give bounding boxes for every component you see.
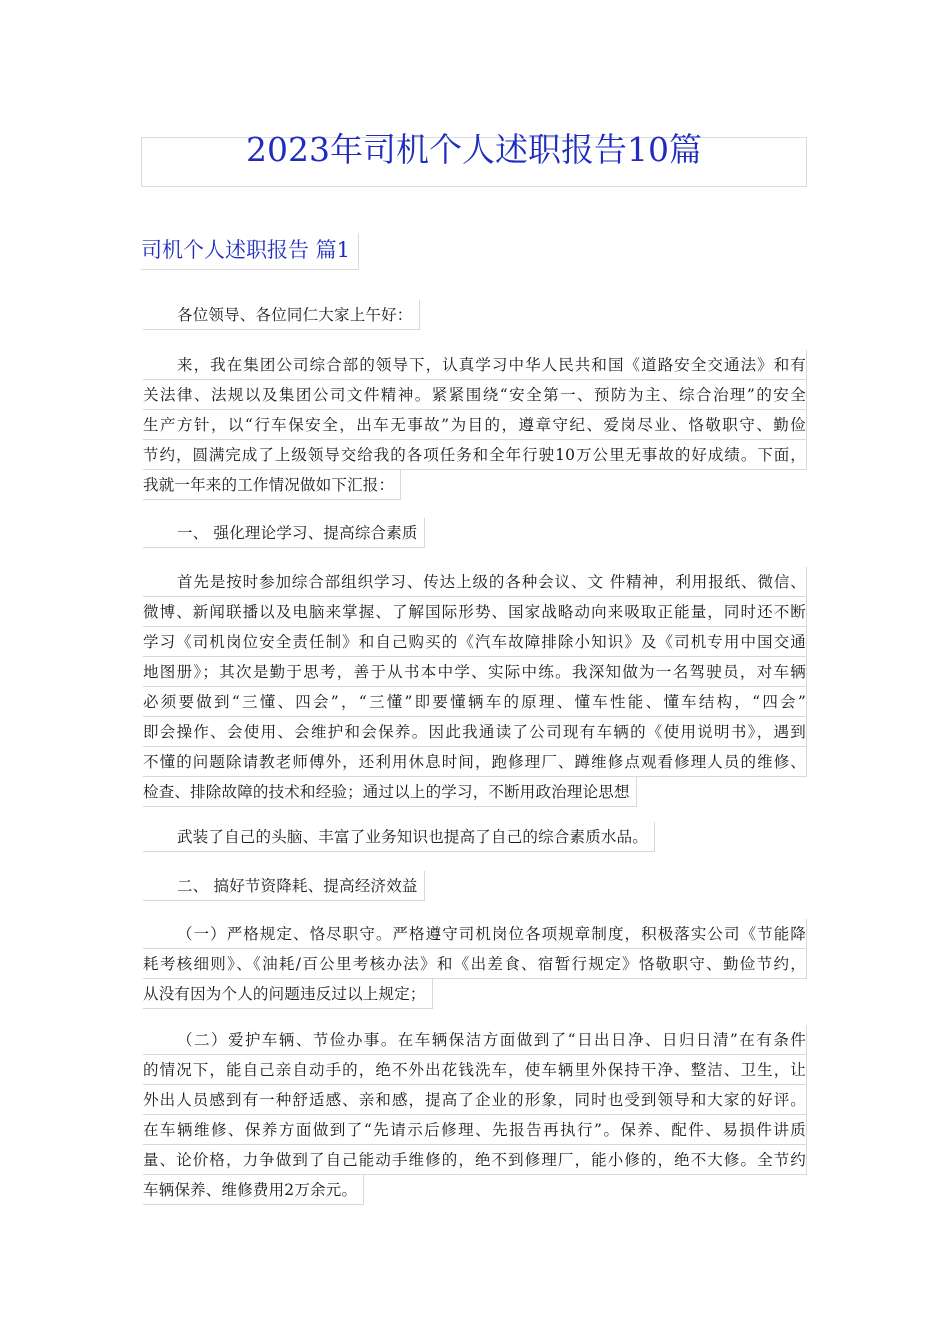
text-line: （二）爱护车辆、节俭办事。在车辆保洁方面做到了“日出日净、日归日清”在有条件 [143, 1025, 807, 1055]
subheading-one [143, 518, 807, 558]
text-line: 不懂的问题除请教老师傅外，还利用休息时间，跑修理厂、蹲维修点观看修理人员的维修、 [143, 747, 807, 777]
text-line: 耗考核细则》、《油耗/百公里考核办法》和《出差食、宿暂行规定》恪敬职守、勤俭节约， [143, 949, 807, 979]
text-line: 微博、新闻联播以及电脑来掌握、了解国际形势、国家战略动向来吸取正能量，同时还不断 [143, 597, 807, 627]
subheading-two [143, 871, 807, 911]
paragraph-theory-study [143, 567, 807, 817]
text-line: 从没有因为个人的问题违反过以上规定； [143, 979, 433, 1009]
text-line: 即会操作、会使用、会维护和会保养。因此我通读了公司现有车辆的《使用说明书》，遇到 [143, 717, 807, 747]
paragraph-continuation [143, 822, 807, 862]
text-line: 的情况下，能自己亲自动手的，绝不外出花钱洗车，使车辆里外保持干净、整洁、卫生，让 [143, 1055, 807, 1085]
text-line: 各位领导、各位同仁大家上午好： [143, 300, 420, 330]
text-line: 车辆保养、维修费用2万余元。 [143, 1175, 364, 1205]
text-line: 生产方针，以“行车保安全，出车无事故”为目的，遵章守纪、爱岗尽业、恪敬职守、勤俭 [143, 410, 807, 440]
text-line: 学习《司机岗位安全责任制》和自己购买的《汽车故障排除小知识》及《司机专用中国交通 [143, 627, 807, 657]
text-line: 必须要做到“三懂、四会”，“三懂”即要懂辆车的原理、懂车性能、懂车结构，“四会” [143, 687, 807, 717]
text-line: 检查、排除故障的技术和经验；通过以上的学习，不断用政治理论思想 [143, 777, 637, 807]
paragraph-intro [143, 350, 807, 510]
section-heading: 司机个人述职报告 篇1 [141, 233, 359, 270]
text-line: 首先是按时参加综合部组织学习、传达上级的各种会议、文 件精神，利用报纸、微信、 [143, 567, 807, 597]
text-line: 一、 强化理论学习、提高综合素质 [143, 518, 425, 548]
document-title: 2023年司机个人述职报告10篇 [141, 137, 807, 187]
text-line: 外出人员感到有一种舒适感、亲和感，提高了企业的形象，同时也受到领导和大家的好评。 [143, 1085, 807, 1115]
paragraph-strict-rules [143, 919, 807, 1019]
text-line: 关法律、法规以及集团公司文件精神。紧紧围绕“安全第一、预防为主、综合治理”的安全 [143, 380, 807, 410]
text-line: 武装了自己的头脑、丰富了业务知识也提高了自己的综合素质水品。 [143, 822, 655, 852]
text-line: 我就一年来的工作情况做如下汇报： [143, 470, 401, 500]
text-line: 来，我在集团公司综合部的领导下，认真学习中华人民共和国《道路安全交通法》和有 [143, 350, 807, 380]
text-line: 量、论价格，力争做到了自己能动手维修的，绝不到修理厂，能小修的，绝不大修。全节约 [143, 1145, 807, 1175]
text-line: 二、 搞好节资降耗、提高经济效益 [143, 871, 425, 901]
text-line: （一）严格规定、恪尽职守。严格遵守司机岗位各项规章制度，积极落实公司《节能降 [143, 919, 807, 949]
text-line: 节约，圆满完成了上级领导交给我的各项任务和全年行驶10万公里无事故的好成绩。下面， [143, 440, 807, 470]
paragraph-vehicle-care [143, 1025, 807, 1215]
text-line: 在车辆维修、保养方面做到了“先请示后修理、先报告再执行”。保养、配件、易损件讲质 [143, 1115, 807, 1145]
paragraph-greeting [143, 300, 807, 340]
text-line: 地图册》；其次是勤于思考，善于从书本中学、实际中练。我深知做为一名驾驶员，对车辆 [143, 657, 807, 687]
